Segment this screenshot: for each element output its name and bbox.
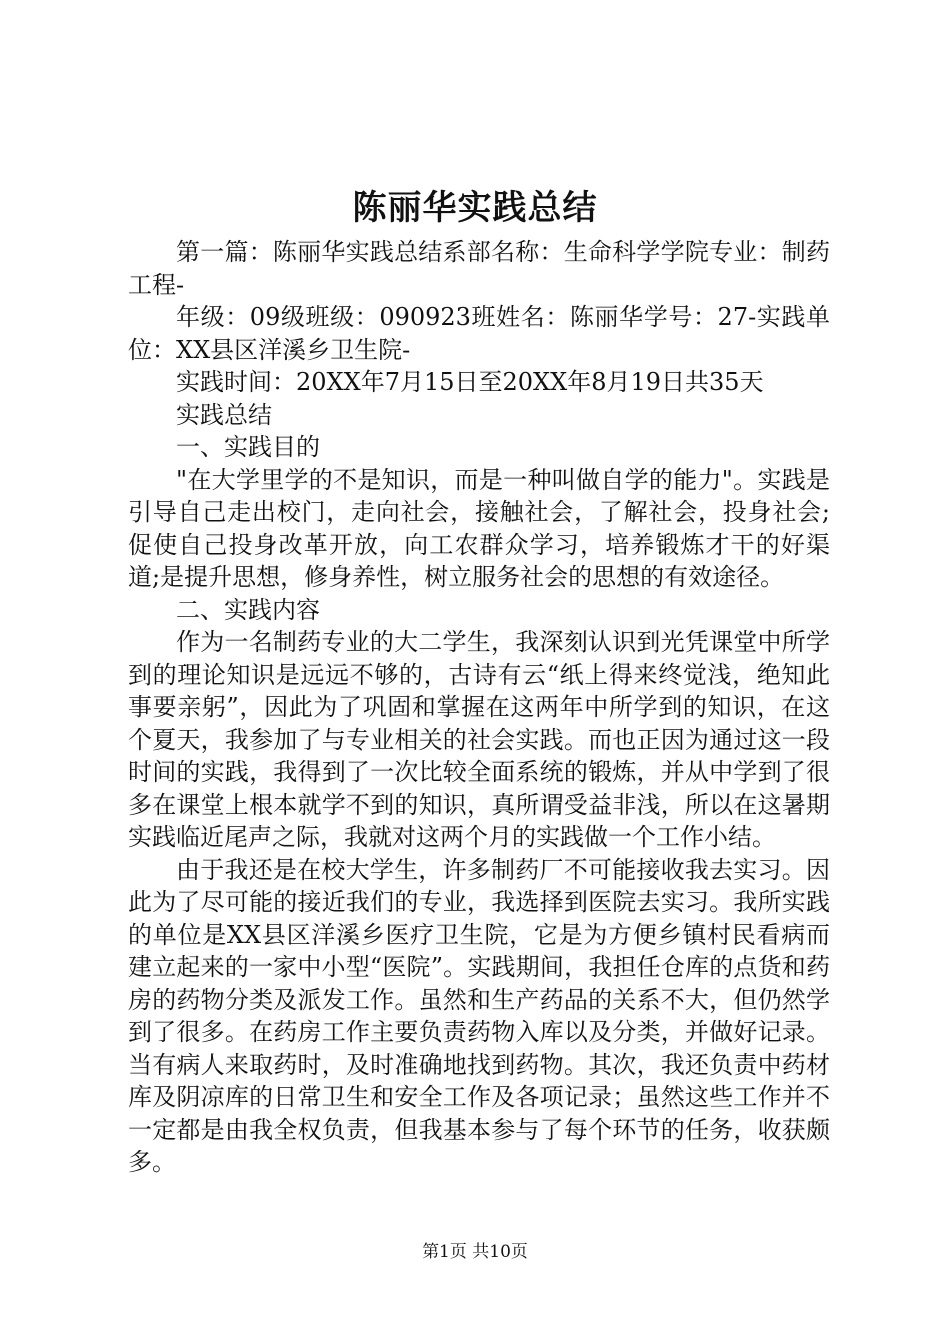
section-heading-summary: 实践总结	[176, 400, 272, 429]
paragraph-header-info: 第一篇：陈丽华实践总结系部名称：生命科学学院专业：制药工程-	[128, 238, 830, 299]
document-title: 陈丽华实践总结	[352, 188, 598, 228]
section-heading-content: 二、实践内容	[176, 595, 320, 624]
paragraph-student-info: 年级：09级班级：090923班姓名：陈丽华学号：27-实践单位：XX县区洋溪乡卫生院-	[128, 303, 830, 364]
section-heading-purpose: 一、实践目的	[176, 433, 320, 461]
paragraph-practice-time: 实践时间：20XX年7月15日至20XX年8月19日共35天	[176, 368, 764, 396]
paragraph-purpose: "在大学里学的不是知识，而是一种叫做自学的能力"。实践是引导自己走出校门，走向社会，接触社会，了解社会，投身社会;促使自己投身改革开放，向工农群众学习，培养锻炼才干的好渠道;是提升思想，修身养性，树立服务社会的思想的有效途径。	[128, 465, 830, 591]
document-body	[128, 236, 830, 1179]
paragraph-content-details: 由于我还是在校大学生，许多制药厂不可能接收我去实习。因此为了尽可能的接近我们的专业，我选择到医院去实习。我所实践的单位是XX县区洋溪乡医疗卫生院，它是为方便乡镇村民看病而建立起来的一家中小型“医院”。实践期间，我担任仓库的点货和药房的药物分类及派发工作。虽然和生产药品的关系不大，但仍然学到了很多。在药房工作主要负责药物入库以及分类，并做好记录。当有病人来取药时，及时准确地找到药物。其次，我还负责中药材库及阴凉库的日常卫生和安全工作及各项记录；虽然这些工作并不一定都是由我全权负责，但我基本参与了每个环节的任务，收获颇多。	[128, 855, 830, 1176]
paragraph-content-intro: 作为一名制药专业的大二学生，我深刻认识到光凭课堂中所学到的理论知识是远远不够的，古诗有云“纸上得来终觉浅，绝知此事要亲躬”，因此为了巩固和掌握在这两年中所学到的知识，在这个夏天，我参加了与专业相关的社会实践。而也正因为通过这一段时间的实践，我得到了一次比较全面系统的锻炼，并从中学到了很多在课堂上根本就学不到的知识，真所谓受益非浅，所以在这暑期实践临近尾声之际，我就对这两个月的实践做一个工作小结。	[128, 628, 830, 851]
page-footer: 第1页 共10页	[422, 1242, 528, 1262]
